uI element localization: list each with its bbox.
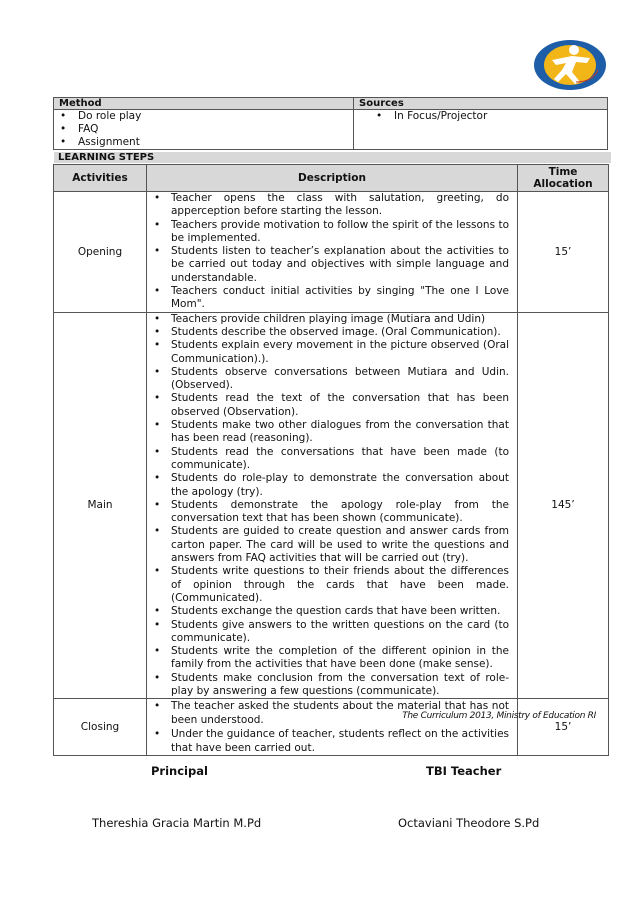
list-item: • Teachers provide children playing image (Mutiara and Udin) [147,313,517,326]
list-item: • Students give answers to the written questions on the card (to communicate). [147,619,517,646]
list-item: • Assignment [54,136,353,149]
list-item: • Students write the completion of the different opinion in the family from the activities that have been done (make sense). [147,645,517,672]
activity-main: Main [54,312,147,699]
list-item: • Students make conclusion from the conversation text of role-play by answering a few questions (communicate). [147,672,517,699]
list-item: • Students exchange the question cards that have been written. [147,605,517,618]
list-item: • Students do role-play to demonstrate the conversation about the apology (try). [147,472,517,499]
list-item: • In Focus/Projector [370,110,607,123]
list-item: • Students read the text of the conversation that has been observed (Observation). [147,392,517,419]
description-header: Description [147,165,518,192]
teacher-name: Octaviani Theodore S.Pd [398,816,540,830]
learning-steps-table [53,164,609,756]
list-item: • Students demonstrate the apology role-play from the conversation text that has been shown (communicate). [147,499,517,526]
sources-header: Sources [354,98,608,110]
method-list [54,110,353,149]
activity-closing: Closing [54,699,147,756]
list-item: • Teachers provide motivation to follow the spirit of the lessons to be implemented. [147,219,517,246]
time-closing: 15’ [518,699,609,756]
curriculum-credit: The Curriculum 2013, Ministry of Education RI [402,711,596,721]
list-item: • The teacher asked the students about the material that has not been understood. [147,699,517,727]
list-item: • Students write questions to their friends about the differences of opinion through the cards that have been made. (Communicated). [147,565,517,605]
list-item: • Students are guided to create question and answer cards from carton paper. The card will be used to write the questions and answers from FAQ activities that will be carried out (try). [147,525,517,565]
list-item: • Teacher opens the class with salutation, greeting, do apperception before starting the lesson. [147,192,517,219]
list-item: • Do role play [54,110,353,123]
list-item: • Students describe the observed image. (Oral Communication). [147,326,517,339]
main-steps-list [147,313,517,699]
list-item: • FAQ [54,123,353,136]
principal-name: Thereshia Gracia Martin M.Pd [92,816,262,830]
opening-steps-list [147,192,517,312]
time-main: 145’ [518,312,609,699]
list-item: • Students make two other dialogues from the conversation that has been read (reasoning). [147,419,517,446]
curriculum-2013-logo-icon [532,38,608,92]
list-item: • Students observe conversations between Mutiara and Udin. (Observed). [147,366,517,393]
list-item: • Students listen to teacher’s explanation about the activities to be carried out today and objectives with simple language and understandable. [147,245,517,285]
list-item: • Teachers conduct initial activities by singing "The one I Love Mom". [147,285,517,312]
method-sources-table [53,97,608,150]
sources-list [354,110,607,123]
time-opening: 15’ [518,192,609,313]
principal-title: Principal [151,764,208,778]
time-header: Time Allocation [518,165,609,192]
learning-steps-title: LEARNING STEPS [54,152,611,163]
closing-steps-list [147,699,517,755]
list-item: • Under the guidance of teacher, students reflect on the activities that have been carried out. [147,727,517,755]
activities-header: Activities [54,165,147,192]
teacher-title: TBI Teacher [426,764,502,778]
list-item: • Students read the conversations that have been made (to communicate). [147,446,517,473]
list-item: • Students explain every movement in the picture observed (Oral Communication).). [147,339,517,366]
activity-opening: Opening [54,192,147,313]
method-header: Method [54,98,354,110]
